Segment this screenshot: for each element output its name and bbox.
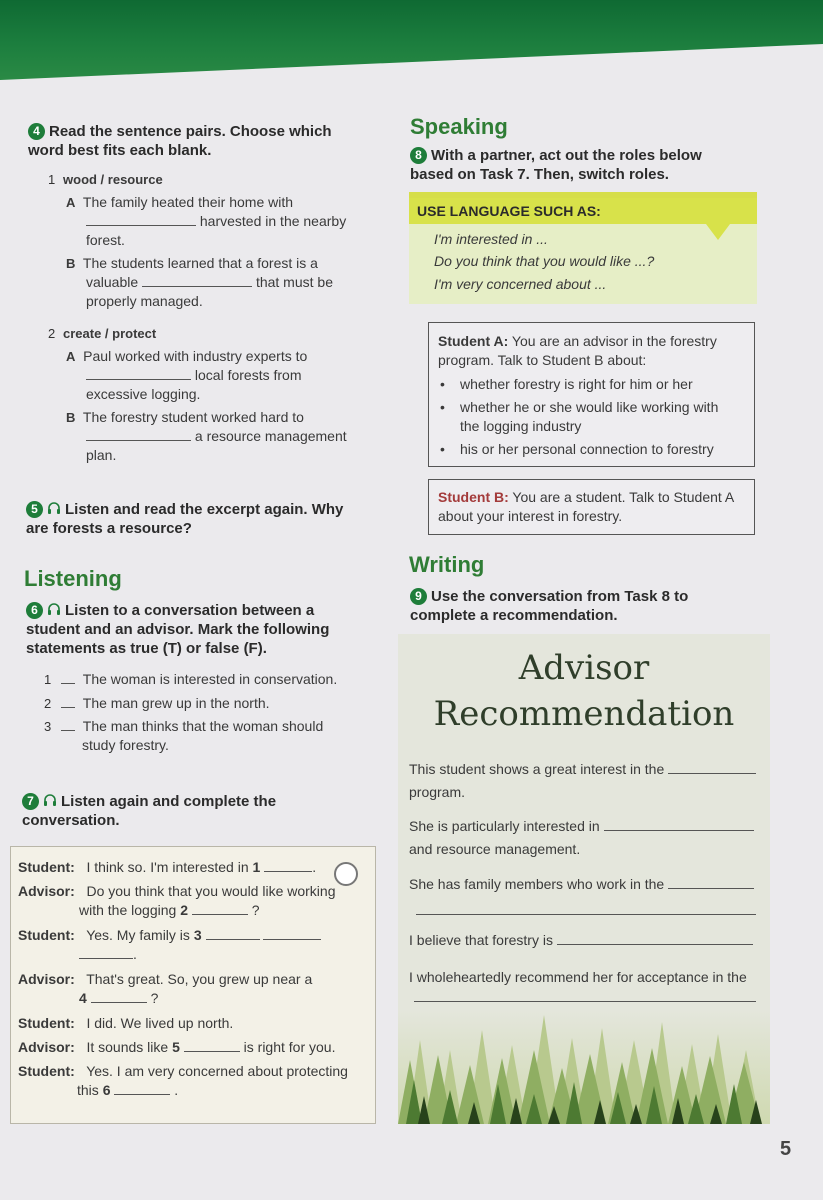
dialogue-text: .	[174, 1082, 179, 1098]
blank-number: 6	[102, 1082, 111, 1098]
conversation-line-2	[18, 882, 358, 920]
blank-number: 3	[193, 927, 202, 943]
sentence-text: excessive logging.	[86, 386, 201, 402]
tf-answer-blank[interactable]	[61, 719, 75, 731]
item-number: 1	[48, 172, 56, 187]
answer-blank[interactable]	[192, 903, 248, 915]
student-b-description: You are a student. Talk to Student A about your interest in forestry.	[438, 489, 734, 524]
option-letter: B	[66, 256, 76, 271]
item-number: 1	[44, 672, 52, 687]
tf-answer-blank[interactable]	[61, 672, 75, 684]
rec-line-7: I wholeheartedly recommend her for acceptance in the	[409, 969, 747, 985]
task4-item-1-label	[48, 170, 163, 189]
rec-line-2: program.	[409, 784, 466, 800]
task4-item-1a	[66, 193, 366, 250]
headphones-icon	[47, 602, 61, 616]
task5-heading	[26, 500, 366, 538]
tf-item-2	[44, 694, 270, 713]
dialogue-text: .	[312, 859, 317, 875]
task9-heading-text: Use the conversation from Task 8 to complete a recommendation.	[410, 588, 689, 624]
task7-heading-text: Listen again and complete the conversation.	[22, 793, 277, 829]
dialogue-text: ?	[251, 902, 260, 918]
sentence-text: The forestry student worked hard to	[82, 409, 304, 425]
answer-blank[interactable]	[668, 877, 754, 889]
rec-text: She is particularly interested in	[409, 818, 600, 834]
answer-blank[interactable]	[86, 429, 191, 441]
dialogue-text: I did. We lived up north.	[86, 1015, 234, 1031]
dialogue-text: That's great. So, you grew up near a	[86, 971, 313, 987]
writing-title: Writing	[409, 552, 485, 577]
dialogue-text: Do you think that you would like working	[86, 883, 336, 899]
sentence-text: Paul worked with industry experts to	[83, 348, 308, 364]
item-number: 2	[48, 326, 56, 341]
task4-heading	[28, 122, 358, 160]
page-number: 5	[780, 1138, 792, 1160]
speaker-label: Student:	[18, 859, 75, 875]
statement-text: The man grew up in the north.	[82, 695, 270, 711]
task9-heading	[410, 587, 730, 625]
rec-text: I believe that forestry is	[409, 932, 553, 948]
answer-line[interactable]	[414, 1001, 756, 1002]
conversation-line-4	[18, 970, 358, 1008]
answer-blank[interactable]	[263, 928, 321, 940]
rec-title-line-1: Advisor	[518, 648, 650, 688]
sentence-text: plan.	[86, 447, 117, 463]
conversation-line-1	[18, 858, 358, 877]
speaker-label: Advisor:	[18, 971, 75, 987]
item-label: create / protect	[63, 326, 157, 341]
item-number: 3	[44, 719, 52, 734]
dialogue-text: I think so. I'm interested in	[86, 859, 249, 875]
option-letter: B	[66, 410, 76, 425]
sentence-text: The students learned that a forest is a	[82, 255, 318, 271]
bullet-item: • his or her personal connection to forestry	[436, 440, 736, 459]
conversation-line-6	[18, 1038, 358, 1057]
language-phrase-2: Do you think that you would like ...?	[434, 253, 655, 269]
rec-line-3	[409, 817, 761, 836]
rec-line-5	[409, 875, 761, 894]
bullet-item: • whether forestry is right for him or her	[436, 375, 736, 394]
speaking-title: Speaking	[410, 114, 508, 139]
sentence-text: harvested in the nearby	[199, 213, 347, 229]
option-letter: A	[66, 349, 76, 364]
item-number: 2	[44, 696, 52, 711]
speaker-label: Student:	[18, 1063, 75, 1079]
answer-blank[interactable]	[264, 860, 312, 872]
task5-number-badge: 5	[26, 501, 43, 518]
student-a-label: Student A:	[438, 333, 509, 349]
task4-item-2-label	[48, 324, 156, 343]
student-a-description: You are an advisor in the forestry program. Talk to Student B about:	[438, 333, 717, 368]
dialogue-text: It sounds like	[86, 1039, 169, 1055]
answer-blank[interactable]	[184, 1040, 240, 1052]
sentence-text: properly managed.	[86, 293, 203, 309]
dialogue-text: with the logging	[79, 902, 177, 918]
sentence-text: forest.	[86, 232, 125, 248]
student-a-bullets	[436, 375, 736, 459]
task6-heading-text: Listen to a conversation between a student and an advisor. Mark the following statements as true (T) or false (F).	[26, 602, 330, 657]
rec-line-4: and resource management.	[409, 841, 581, 857]
answer-blank[interactable]	[557, 933, 753, 945]
speaker-label: Student:	[18, 1015, 75, 1031]
sentence-text: The family heated their home with	[82, 194, 294, 210]
answer-blank[interactable]	[206, 928, 260, 940]
task4-item-2b	[66, 408, 366, 465]
answer-blank[interactable]	[142, 275, 252, 287]
speech-pointer-icon	[706, 224, 730, 240]
answer-blank[interactable]	[114, 1083, 170, 1095]
student-b-text	[438, 488, 748, 526]
rec-text: This student shows a great interest in the	[409, 761, 665, 777]
dialogue-text: ?	[150, 990, 159, 1006]
answer-blank[interactable]	[86, 368, 191, 380]
task4-item-1b	[66, 254, 366, 311]
speaker-label: Student:	[18, 927, 75, 943]
task4-number-badge: 4	[28, 123, 45, 140]
statement-text: The woman is interested in conservation.	[82, 671, 338, 687]
dialogue-text: Yes. I am very concerned about protecting	[86, 1063, 348, 1079]
rec-line-6	[409, 931, 761, 950]
language-phrase-3: I'm very concerned about ...	[434, 276, 607, 292]
answer-blank[interactable]	[668, 762, 756, 774]
task8-number-badge: 8	[410, 147, 427, 164]
task4-heading-text: Read the sentence pairs. Choose which word best fits each blank.	[28, 123, 332, 159]
conversation-line-7	[18, 1062, 358, 1100]
language-phrase-1: I'm interested in ...	[434, 231, 548, 247]
blank-number: 2	[180, 902, 188, 918]
conversation-line-3	[18, 926, 358, 964]
forest-illustration	[398, 1010, 770, 1124]
sentence-text: that must be	[255, 274, 333, 290]
sentence-text: a resource management	[194, 428, 347, 444]
dialogue-text: this	[77, 1082, 99, 1098]
answer-blank[interactable]	[604, 819, 754, 831]
blank-number: 4	[79, 990, 87, 1006]
listening-title: Listening	[24, 566, 122, 591]
sentence-text: valuable	[86, 274, 139, 290]
dialogue-text: .	[133, 946, 137, 962]
statement-text: study forestry.	[82, 737, 169, 753]
dialogue-text: Yes. My family is	[86, 927, 190, 943]
blank-number: 5	[172, 1039, 180, 1055]
bullet-item: • whether he or she would like working with the logging industry	[436, 398, 736, 436]
task9-number-badge: 9	[410, 588, 427, 605]
task7-heading	[22, 792, 352, 830]
student-b-label: Student B:	[438, 489, 509, 505]
task8-heading	[410, 146, 730, 184]
language-box-heading: USE LANGUAGE SUCH AS:	[409, 198, 757, 224]
tf-answer-blank[interactable]	[61, 696, 75, 708]
headphones-icon	[43, 793, 57, 807]
answer-blank[interactable]	[86, 214, 196, 226]
statement-text: The man thinks that the woman should	[82, 718, 324, 734]
task8-heading-text: With a partner, act out the roles below based on Task 7. Then, switch roles.	[410, 147, 702, 183]
headphones-icon	[47, 501, 61, 515]
answer-blank[interactable]	[79, 947, 133, 959]
task6-heading	[26, 601, 366, 658]
task7-number-badge: 7	[22, 793, 39, 810]
answer-blank[interactable]	[91, 991, 147, 1003]
rec-text: She has family members who work in the	[409, 876, 665, 892]
blank-number: 1	[252, 859, 261, 875]
answer-line[interactable]	[416, 914, 756, 915]
dialogue-text: is right for you.	[243, 1039, 336, 1055]
option-letter: A	[66, 195, 76, 210]
speaker-label: Advisor:	[18, 883, 75, 899]
task6-number-badge: 6	[26, 602, 43, 619]
sentence-text: local forests from	[194, 367, 302, 383]
tf-item-1	[44, 670, 337, 689]
student-a-text	[438, 332, 738, 370]
rec-title-line-2: Recommendation	[433, 694, 735, 734]
conversation-line-5	[18, 1014, 358, 1033]
item-label: wood / resource	[63, 172, 163, 187]
task5-heading-text: Listen and read the excerpt again. Why are forests a resource?	[26, 501, 344, 537]
rec-line-1	[409, 760, 761, 779]
speaker-label: Advisor:	[18, 1039, 75, 1055]
tf-item-3	[44, 717, 354, 755]
task4-item-2a	[66, 347, 366, 404]
